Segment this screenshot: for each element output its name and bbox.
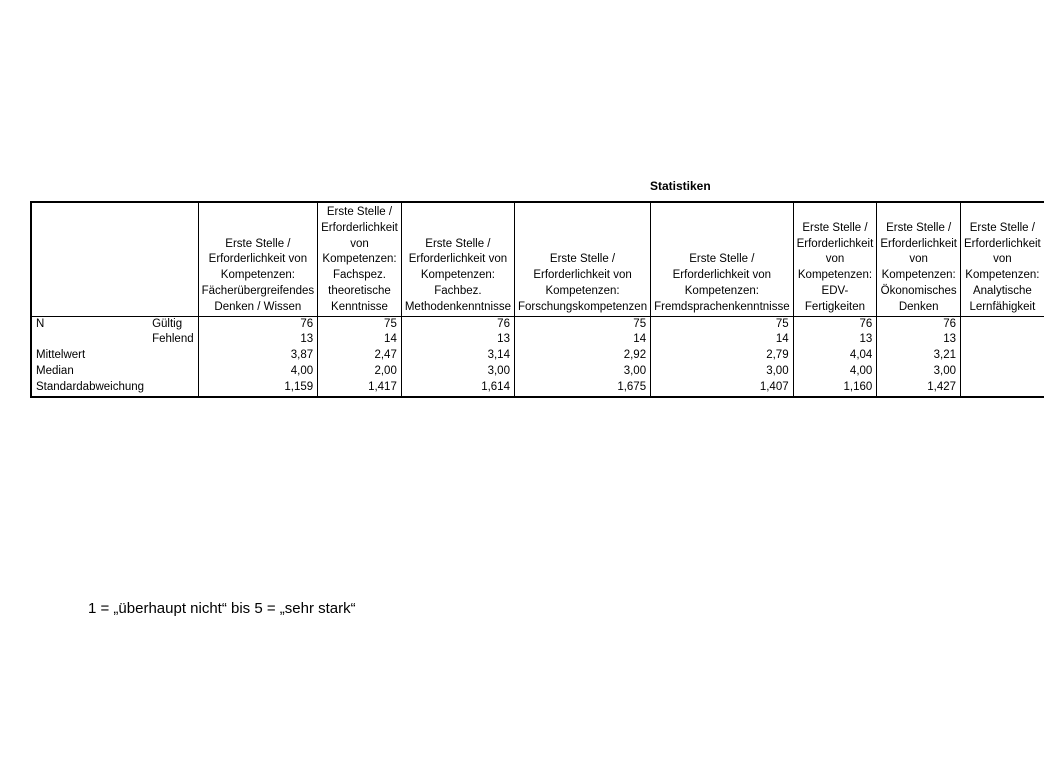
table-row <box>31 364 1044 380</box>
table-cell: 13 <box>877 332 961 348</box>
table-cell: 76 <box>401 316 514 332</box>
row-sublabel: Gültig <box>152 317 183 330</box>
table-cell: 75 <box>318 316 402 332</box>
table-row <box>31 316 1044 332</box>
table-cell: 1,159 <box>198 380 318 397</box>
table-cell: 3,00 <box>514 364 650 380</box>
table-cell: 1,407 <box>651 380 794 397</box>
table-row <box>31 348 1044 364</box>
table-cell: 13 <box>793 332 877 348</box>
column-header: Erste Stelle / Erforderlichkeit von Kompetenzen: Fächerübergreifendes Denken / Wissen <box>198 202 318 316</box>
table-cell: 14 <box>514 332 650 348</box>
table-cell: 76 <box>877 316 961 332</box>
table-cell: 4,00 <box>198 364 318 380</box>
row-sublabel <box>148 380 198 397</box>
table-cell: 14 <box>318 332 402 348</box>
row-label: Median <box>31 364 148 380</box>
table-cell: 3,00 <box>401 364 514 380</box>
table-cell: 4,00 <box>793 364 877 380</box>
table-cell: 3,14 <box>401 348 514 364</box>
table-cell: 2,00 <box>318 364 402 380</box>
statistics-table-container <box>30 201 1041 443</box>
header-corner <box>31 202 198 316</box>
row-sublabel <box>148 348 198 364</box>
row-label: Mittelwert <box>31 348 148 364</box>
table-cell <box>961 348 1044 364</box>
column-header: Erste Stelle / Erforderlichkeit von Kompetenzen: Forschungskompetenzen <box>514 202 650 316</box>
scale-note: 1 = „überhaupt nicht“ bis 5 = „sehr stark“ <box>88 600 356 617</box>
row-label <box>31 332 148 348</box>
column-header: Erste Stelle / Erforderlichkeit von Kompetenzen: Analytische Lernfähigkeit <box>961 202 1044 316</box>
row-sublabel: Fehlend <box>152 333 194 346</box>
table-cell: 3,21 <box>877 348 961 364</box>
table-cell: 76 <box>198 316 318 332</box>
table-cell: 2,47 <box>318 348 402 364</box>
column-header: Erste Stelle / Erforderlichkeit von Kompetenzen: Ökonomisches Denken <box>877 202 961 316</box>
table-cell: 3,87 <box>198 348 318 364</box>
table-title: Statistiken <box>650 179 711 193</box>
table-cell: 13 <box>198 332 318 348</box>
column-header: Erste Stelle / Erforderlichkeit von Kompetenzen: Fremdsprachenkenntnisse <box>651 202 794 316</box>
table-row <box>31 380 1044 397</box>
table-cell: 13 <box>401 332 514 348</box>
column-header: Erste Stelle / Erforderlichkeit von Kompetenzen: EDV-Fertigkeiten <box>793 202 877 316</box>
table-cell: 2,92 <box>514 348 650 364</box>
table-cell: 1,427 <box>877 380 961 397</box>
row-label: Standardabweichung <box>31 380 148 397</box>
row-label: N <box>31 316 148 332</box>
table-cell: 75 <box>651 316 794 332</box>
table-cell: 14 <box>651 332 794 348</box>
table-cell: 1,614 <box>401 380 514 397</box>
table-cell: 2,79 <box>651 348 794 364</box>
table-cell: 1,675 <box>514 380 650 397</box>
table-cell <box>961 380 1044 397</box>
table-cell: 3,00 <box>651 364 794 380</box>
table-cell: 75 <box>514 316 650 332</box>
table-cell <box>961 316 1044 332</box>
row-sublabel <box>148 364 198 380</box>
column-header: Erste Stelle / Erforderlichkeit von Kompetenzen: Fachspez. theoretische Kenntnisse <box>318 202 402 316</box>
table-cell: 3,00 <box>877 364 961 380</box>
table-cell <box>961 332 1044 348</box>
table-cell: 76 <box>793 316 877 332</box>
table-cell <box>961 364 1044 380</box>
table-cell: 1,160 <box>793 380 877 397</box>
table-cell: 1,417 <box>318 380 402 397</box>
column-header: Erste Stelle / Erforderlichkeit von Kompetenzen: Fachbez. Methodenkenntnisse <box>401 202 514 316</box>
table-row <box>31 332 1044 348</box>
header-row <box>31 202 1044 316</box>
statistics-table <box>30 201 1044 398</box>
table-cell: 4,04 <box>793 348 877 364</box>
